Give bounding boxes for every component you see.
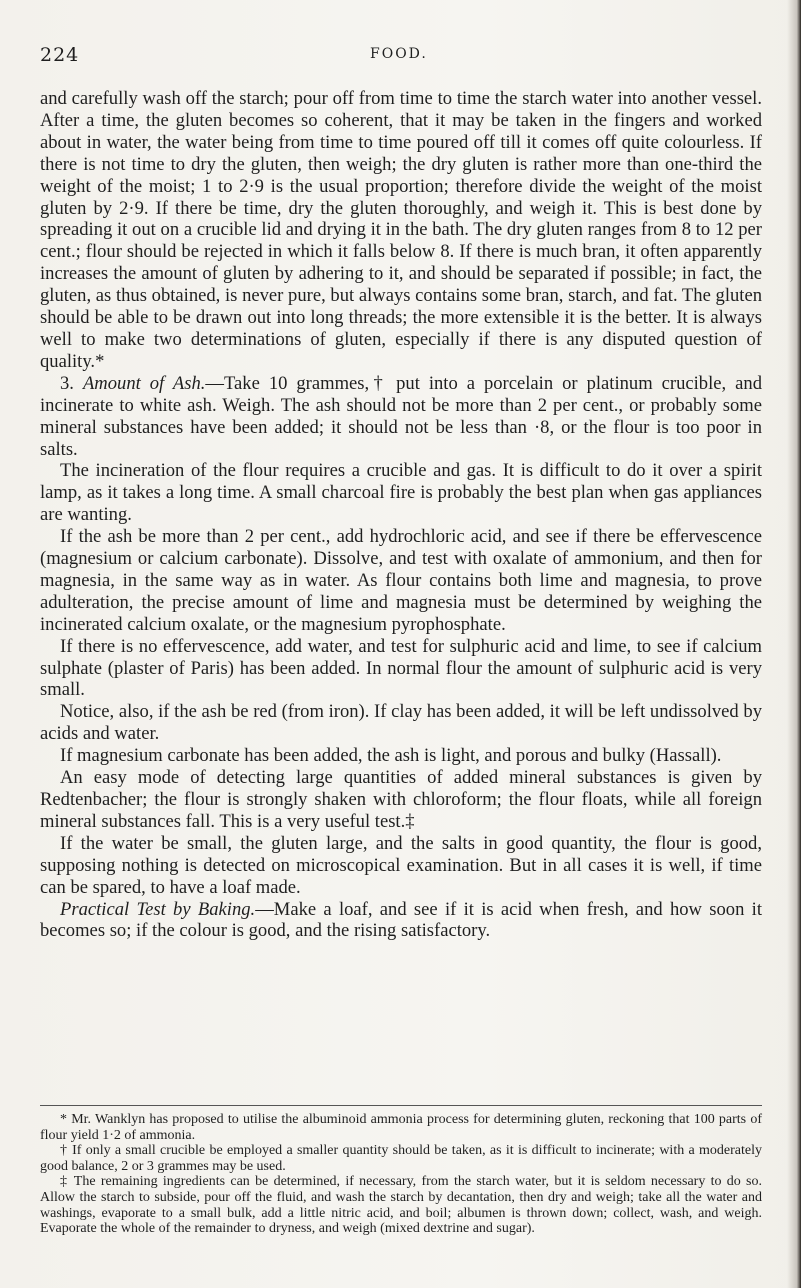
page-header: [40, 44, 741, 74]
paragraph-gluten: and carefully wash off the starch; pour off from time to time the starch water into another vessel. After a time, the gluten becomes so coherent, that it may be taken in the fingers and worked about in water, the water being from time to time poured off till it comes off quite colourless. If there is not time to dry the gluten, then weigh; the dry gluten is rather more than one-third the weight of the moist; 1 to 2·9 is the usual proportion; therefore divide the weight of the moist gluten by 2·9. If there be time, dry the gluten thoroughly, and weigh it. This is best done by spreading it out on a crucible lid and drying it in the bath. The dry gluten ranges from 8 to 12 per cent.; flour should be rejected in which it falls below 8. If there is much bran, it often apparently increases the amount of gluten by adhering to it, and should be separated if possible; in fact, the gluten, as thus obtained, is never pure, but always contains some bran, starch, and fat. The gluten should be able to be drawn out into long threads; the more extensible it is the better. It is always well to make two determinations of gluten, especially if there is any disputed question of quality.*: [40, 88, 762, 372]
ash-text: —Take 10 grammes,† put into a porcelain or platinum crucible, and incinerate to white ash. Weigh. The ash should not be more than 2 per cent., or probably some mineral substances have been added; it should not be less than ·8, or the flour is too poor in salts.: [40, 372, 762, 460]
section-number: 3.: [60, 372, 74, 394]
paragraph-iron: Notice, also, if the ash be red (from iron). If clay has been added, it will be left undissolved by acids and water.: [40, 701, 762, 745]
page-number: 224: [40, 44, 80, 66]
section-title-baking: Practical Test by Baking.: [60, 898, 256, 920]
paragraph-amount-of-ash: [40, 373, 762, 461]
paragraph-incineration: The incineration of the flour requires a crucible and gas. It is difficult to do it over a spirit lamp, as it takes a long time. A small charcoal fire is probably the best plan when gas appliances are wanting.: [40, 460, 762, 526]
paragraph-quality: If the water be small, the gluten large, and the salts in good quantity, the flour is good, supposing nothing is detected on microscopical examination. But in all cases it is well, if time can be spared, to have a loaf made.: [40, 832, 762, 898]
paragraph-redtenbacher: An easy mode of detecting large quantities of added mineral substances is given by Redtenbacher; the flour is strongly shaken with chloroform; the flour floats, while all foreign mineral substances fall. This is a very useful test.‡: [40, 767, 762, 832]
paragraph-hydrochloric: If the ash be more than 2 per cent., add hydrochloric acid, and see if there be effervescence (magnesium or calcium carbonate). Dissolve, and test with oxalate of ammonium, and then for magnesia, in the same way as in water. As flour contains both lime and magnesia, to prove adulteration, the precise amount of lime and magnesia must be determined by weighing the incinerated calcium oxalate, or the magnesium pyrophosphate.: [40, 526, 762, 635]
footnote-crucible: † If only a small crucible be employed a smaller quantity should be taken, as it is difficult to incinerate; with a moderately good balance, 2 or 3 grammes may be used.: [40, 1143, 762, 1174]
footnote-remaining-ingredients: ‡ The remaining ingredients can be determined, if necessary, from the starch water, but it is seldom necessary to do so. Allow the starch to subside, pour off the fluid, and wash the starch by decantation, then dry and weigh; take all the water and washings, evaporate to a small bulk, add a little nitric acid, and boil; albumen is thrown down; collect, wash, and weigh. Evaporate the whole of the remainder to dryness, and weigh (mixed dextrine and sugar).: [40, 1174, 762, 1237]
footnotes: [40, 1112, 762, 1237]
paragraph-magnesium: If magnesium carbonate has been added, the ash is light, and porous and bulky (Hassall).: [60, 745, 722, 767]
running-title: FOOD.: [370, 46, 428, 62]
footnote-wanklyn: * Mr. Wanklyn has proposed to utilise the albuminoid ammonia process for determining gluten, reckoning that 100 parts of flour yield 1·2 of ammonia.: [40, 1112, 762, 1143]
section-title-ash: Amount of Ash.: [82, 372, 206, 394]
body-text: [40, 88, 762, 942]
paragraph-effervescence: If there is no effervescence, add water, and test for sulphuric acid and lime, to see if calcium sulphate (plaster of Paris) has been added. In normal flour the amount of sulphuric acid is very small.: [40, 635, 762, 701]
paragraph-baking-test: [40, 899, 762, 943]
footnote-divider: [40, 1105, 762, 1106]
baking-text: —Make a loaf, and see if it is acid when fresh, and how soon it becomes so; if the colour is good, and the rising satisfactory.: [40, 898, 762, 942]
